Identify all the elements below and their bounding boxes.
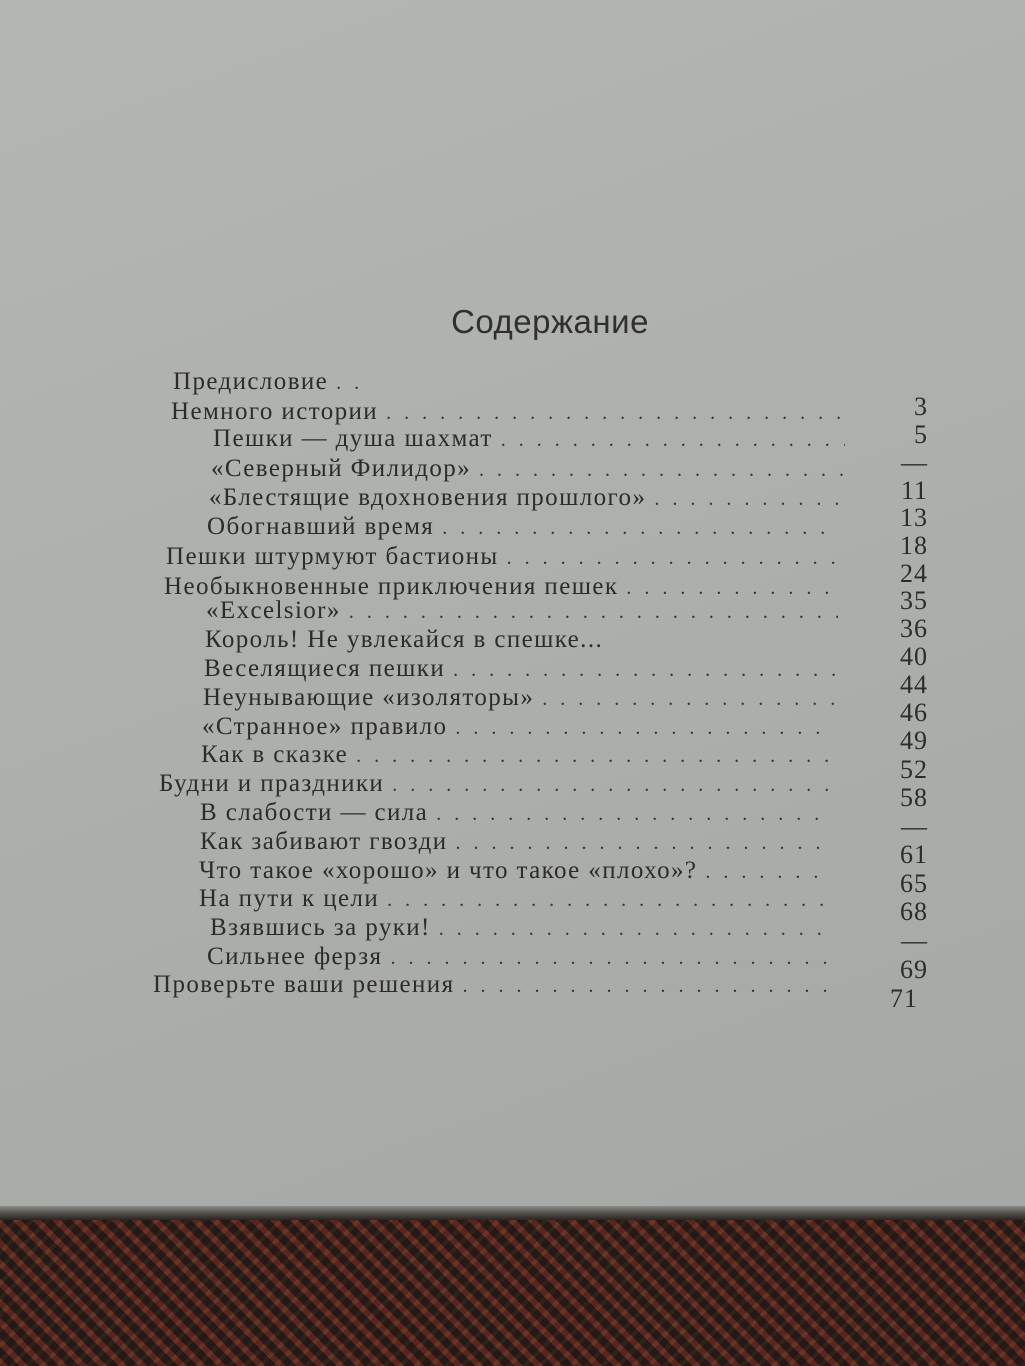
dot-leader	[462, 975, 835, 998]
page-number: 58	[900, 783, 928, 812]
dot-leader	[386, 402, 843, 425]
toc-entry-label: Пешки — душа шахмат	[213, 425, 493, 452]
background-carpet	[0, 1220, 1025, 1366]
toc-entry-label: Веселящиеся пешки	[204, 655, 446, 682]
page-number: —	[901, 926, 928, 955]
toc-entry	[207, 513, 847, 543]
toc-entry	[204, 655, 844, 685]
toc-entry	[210, 914, 840, 944]
toc-entry	[166, 543, 846, 573]
toc-entry-label: «Excelsior»	[206, 597, 341, 624]
page-number: 18	[900, 531, 928, 560]
page-number: 24	[900, 559, 928, 588]
toc-entry-label: Обогнавший время	[207, 513, 435, 540]
dot-leader	[336, 372, 365, 395]
toc-entry	[203, 684, 843, 714]
dot-leader	[390, 947, 832, 970]
toc-entry-label: Будни и праздники	[159, 770, 385, 797]
dot-leader	[654, 488, 841, 511]
dot-leader	[507, 547, 838, 570]
toc-entry-label: На пути к цели	[199, 885, 380, 912]
dot-leader	[436, 803, 832, 826]
toc-entry-label: Как забивают гвозди	[200, 828, 448, 855]
page-number: 71	[890, 984, 918, 1013]
page-number: 3	[914, 392, 928, 421]
toc-entry	[153, 971, 843, 1001]
toc-entry	[206, 597, 846, 627]
toc-entry	[202, 713, 842, 743]
toc-entry	[200, 828, 840, 858]
dot-leader	[455, 717, 834, 740]
toc-entry	[173, 368, 373, 398]
page-number: 49	[900, 726, 928, 755]
toc-entry-label: «Странное» правило	[202, 713, 448, 740]
toc-entry	[199, 857, 839, 887]
page-number: 44	[900, 670, 928, 699]
toc-entry-label: Необыкновенные приключения пешек	[164, 573, 619, 600]
dot-leader	[542, 688, 835, 711]
page-edge	[0, 1206, 1025, 1220]
dot-leader	[387, 889, 831, 912]
toc-entry	[200, 799, 840, 829]
toc-entry-label: Неунывающие «изоляторы»	[203, 684, 535, 711]
toc-entry	[207, 943, 840, 973]
page-number: 68	[900, 897, 928, 926]
toc-entry-label: Пешки штурмуют бастионы	[166, 543, 499, 570]
page-number: —	[901, 812, 928, 841]
dot-leader	[349, 601, 838, 624]
toc-entry	[209, 484, 849, 514]
page-number: 5	[914, 420, 928, 449]
dot-leader	[453, 659, 836, 682]
page-number: 13	[900, 503, 928, 532]
dot-leader	[442, 517, 839, 540]
dot-leader	[501, 429, 845, 452]
dot-leader	[439, 918, 832, 941]
toc-entry-label: Как в сказке	[201, 741, 349, 768]
dot-leader	[356, 745, 833, 768]
dot-leader	[392, 774, 831, 797]
toc-entry-label: «Блестящие вдохновения прошлого»	[209, 484, 647, 511]
toc-entry	[211, 455, 851, 485]
toc-entry-label: Взявшись за руки!	[210, 914, 431, 941]
toc-entry	[199, 885, 839, 915]
page-number: 36	[900, 614, 928, 643]
toc-entry-label: В слабости — сила	[200, 799, 429, 826]
dot-leader	[456, 832, 832, 855]
dot-leader	[479, 459, 843, 482]
page-number: —	[901, 448, 928, 477]
toc-entry-label: Немного истории	[171, 398, 379, 425]
toc-entry-label: Король! Не увлекайся в спешке...	[205, 626, 604, 653]
toc-entry	[213, 425, 853, 455]
page-number: 40	[900, 642, 928, 671]
toc-entry	[171, 398, 851, 428]
toc-entry	[201, 741, 841, 771]
toc-entry-label: Проверьте ваши решения	[153, 971, 455, 998]
page-number: 61	[900, 840, 928, 869]
toc-entry-label: Сильнее ферзя	[207, 943, 383, 970]
page-number: 52	[900, 755, 928, 784]
page-title: Содержание	[451, 303, 649, 340]
page-number: 11	[900, 476, 928, 505]
page-number: 46	[900, 698, 928, 727]
toc-entry-label: Предисловие	[173, 368, 329, 395]
page-number: 65	[900, 869, 928, 898]
page-number: 69	[900, 955, 928, 984]
toc-entry	[205, 626, 675, 656]
page-number: 35	[900, 586, 928, 615]
dot-leader	[705, 861, 831, 884]
toc-entry-label: Что такое «хорошо» и что такое «плохо»?	[199, 857, 698, 884]
toc-entry-label: «Северный Филидор»	[211, 455, 472, 482]
toc-entry	[159, 770, 839, 800]
